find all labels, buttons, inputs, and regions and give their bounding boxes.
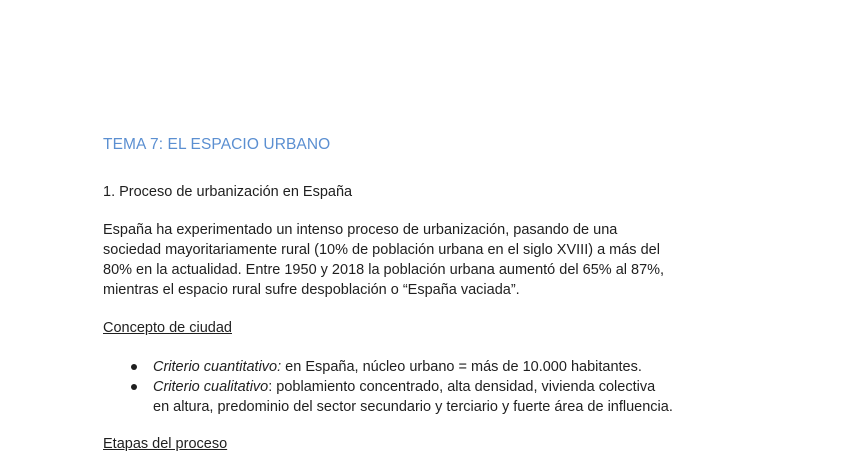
bullet-text: en España, núcleo urbano = más de 10.000 habitantes. — [285, 359, 642, 375]
next-heading: Etapas del proceso — [103, 436, 228, 452]
bullet-dot-icon — [131, 384, 137, 390]
paragraph-line: España ha experimentado un intenso proceso de urbanización, pasando de una — [103, 222, 618, 238]
bullet-term: Criterio cualitativo — [153, 379, 269, 395]
paragraph-line: sociedad mayoritariamente rural (10% de población urbana en el siglo XVIII) a más del — [103, 242, 660, 258]
bullet-line — [153, 357, 763, 377]
bullet-text: en altura, predominio del sector secundario y terciario y fuerte área de influencia. — [153, 399, 673, 415]
concept-heading: Concepto de ciudad — [103, 320, 232, 336]
intro-paragraph — [103, 220, 743, 300]
section-heading: 1. Proceso de urbanización en España — [103, 184, 353, 200]
list-item — [103, 377, 763, 417]
bullet-term: Criterio cuantitativo: — [153, 359, 282, 375]
paragraph-line: mientras el espacio rural sufre despoblación o “España vaciada”. — [103, 282, 520, 298]
bullet-list — [103, 357, 763, 417]
bullet-text: : poblamiento concentrado, alta densidad, vivienda colectiva — [268, 379, 656, 395]
bullet-dot-icon — [131, 364, 137, 370]
paragraph-line: 80% en la actualidad. Entre 1950 y 2018 la población urbana aumentó del 65% al 87%, — [103, 262, 665, 278]
document-title: TEMA 7: EL ESPACIO URBANO — [103, 136, 331, 153]
list-item — [103, 357, 763, 377]
bullet-line — [153, 377, 763, 397]
